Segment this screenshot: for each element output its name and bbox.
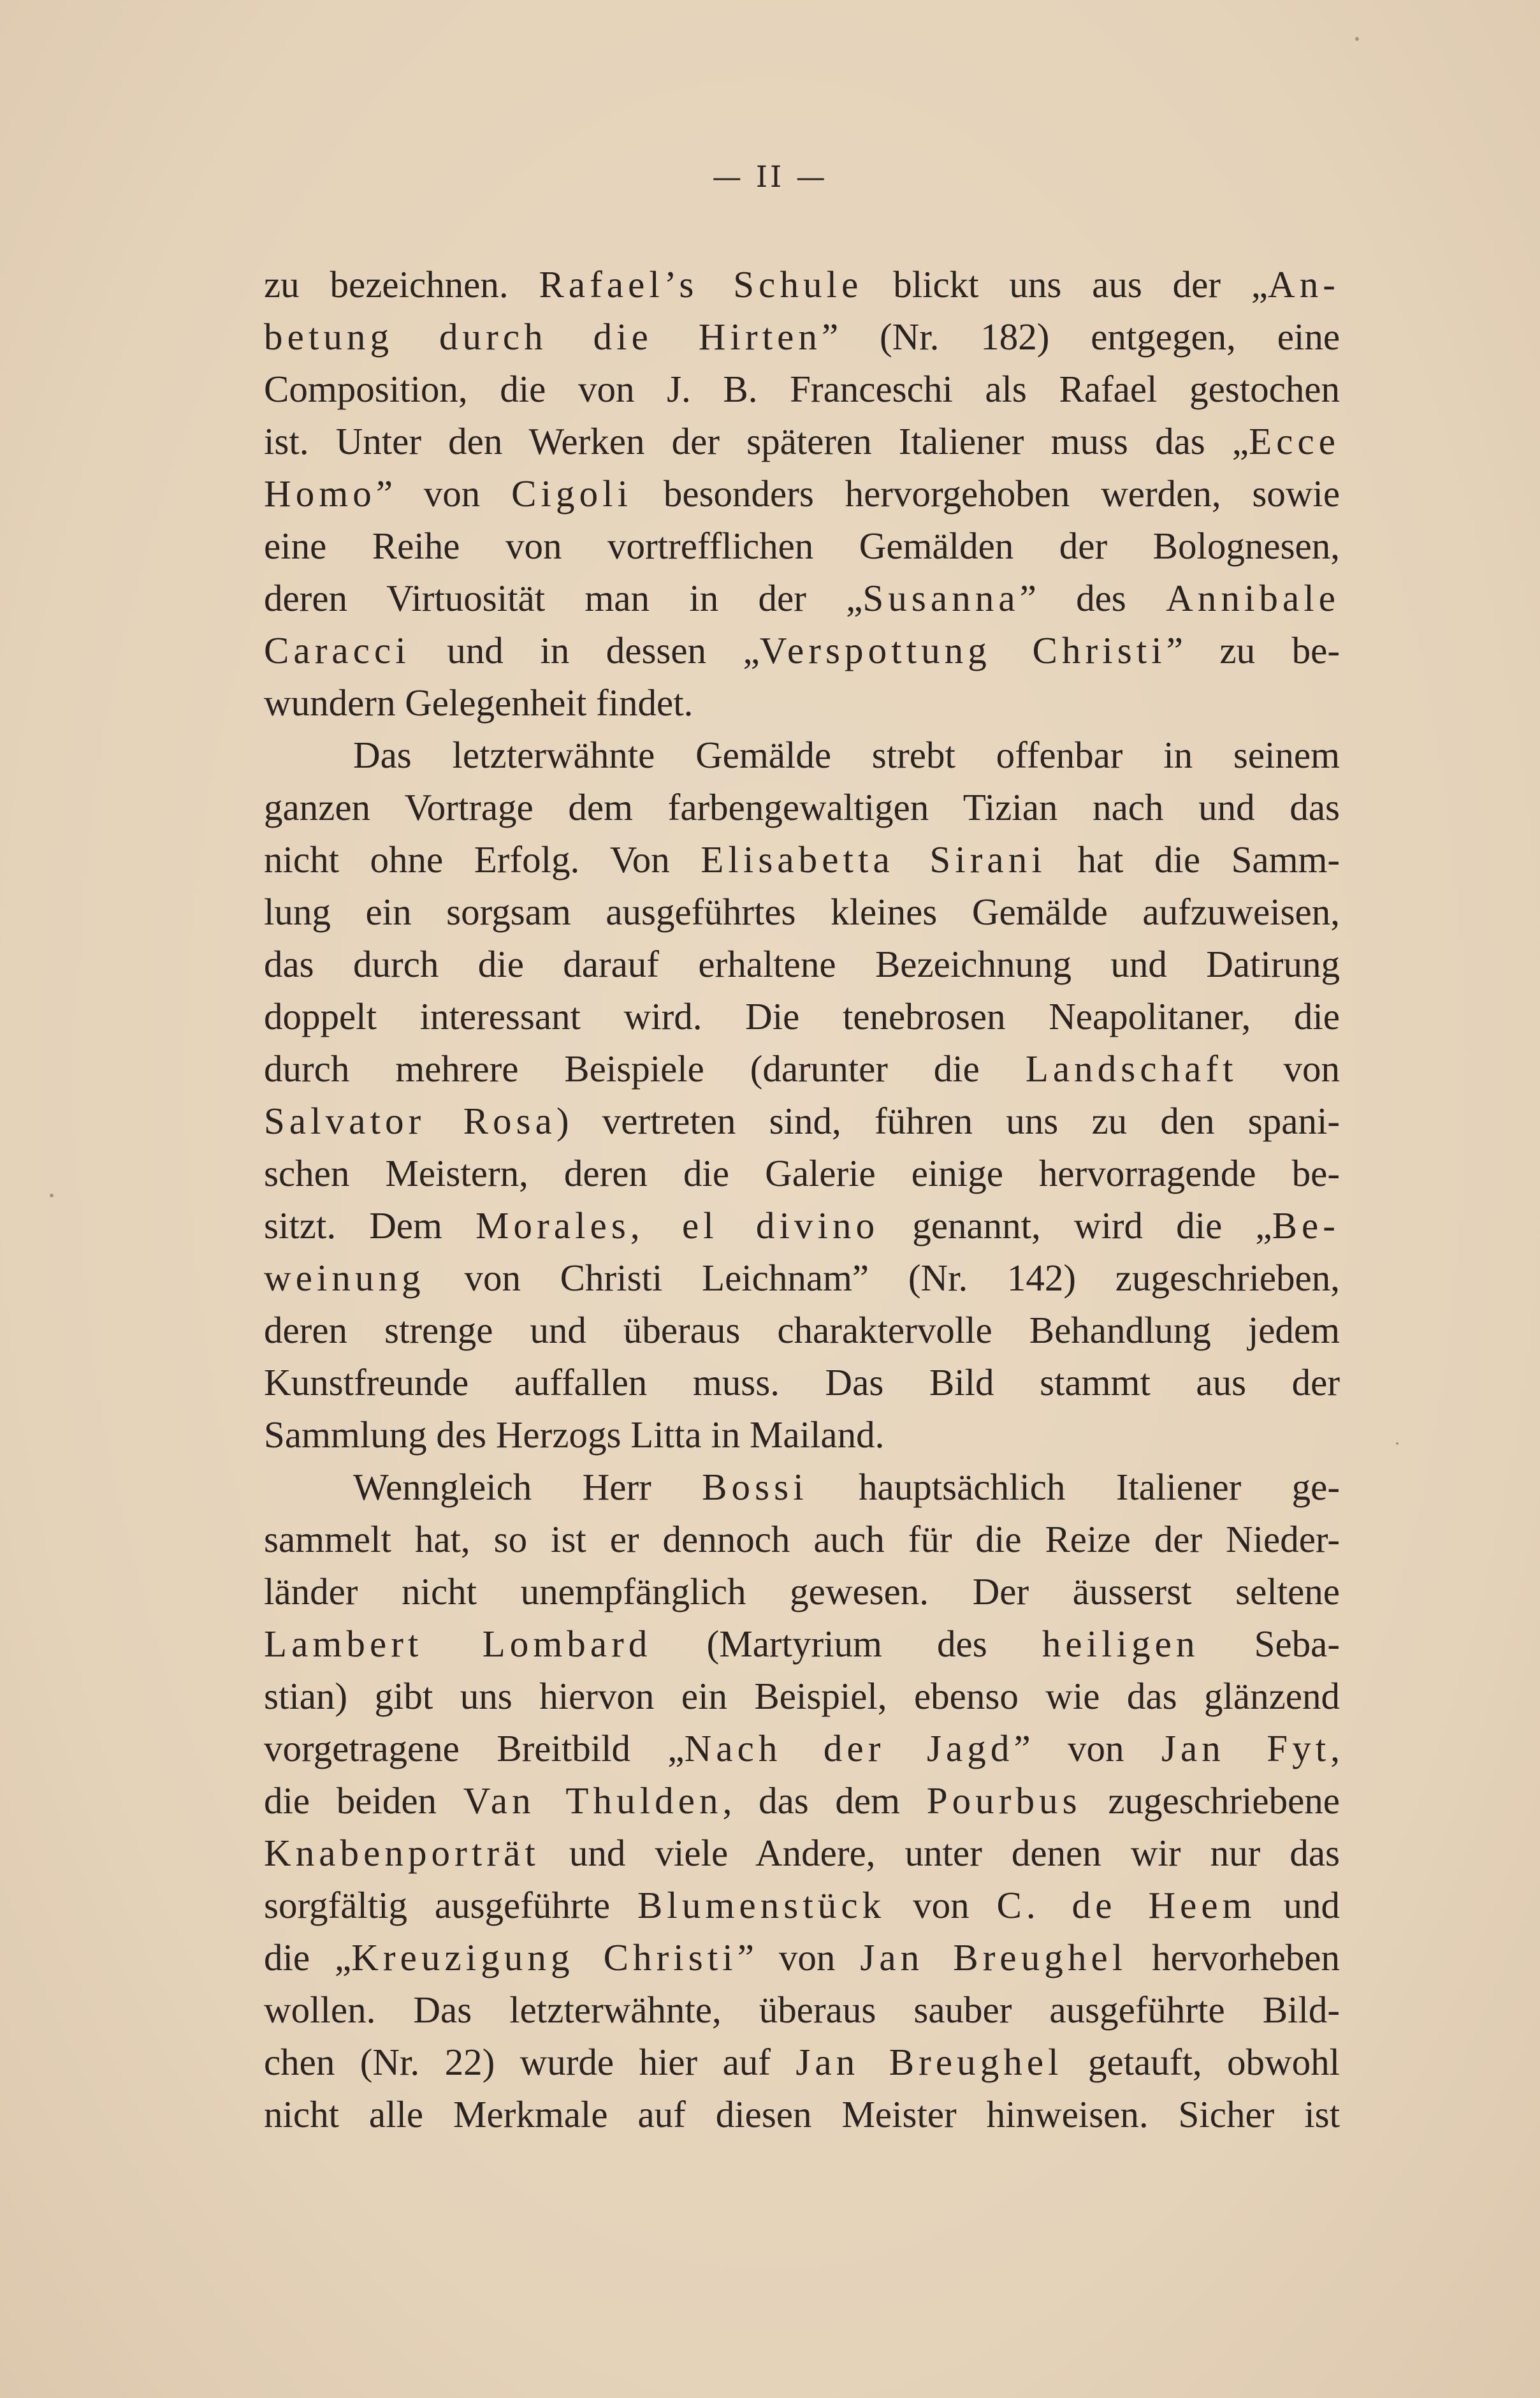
body-text [264, 258, 1340, 2140]
text-segment: sitzt. Dem [264, 1204, 476, 1247]
spaced-text-segment: Lambert Lombard [264, 1623, 652, 1665]
text-segment: und viele Andere, unter denen wir nur das [539, 1832, 1340, 1874]
spaced-text-segment: Kreuzigung Christi [351, 1936, 737, 1978]
spaced-text-segment: Cigoli [511, 472, 633, 515]
text-segment: lung ein sorgsam ausgeführtes kleines Gemälde aufzuweisen, [264, 891, 1340, 933]
text-line [264, 2088, 1340, 2140]
text-line [264, 624, 1340, 676]
text-line [264, 1095, 1340, 1147]
text-segment: Kunstfreunde auffallen muss. Das Bild stammt aus der [264, 1361, 1340, 1403]
text-segment: besonders hervorgehoben werden, sowie [632, 472, 1340, 515]
text-segment: deren strenge und überaus charaktervolle Behandlung jedem [264, 1309, 1340, 1351]
text-line [264, 1461, 1340, 1513]
text-line [264, 258, 1340, 311]
text-segment: Wenngleich Herr [353, 1466, 702, 1508]
text-segment: länder nicht unempfänglich gewesen. Der äusserst seltene [264, 1570, 1340, 1612]
spaced-text-segment: Pourbus [926, 1780, 1082, 1822]
spaced-text-segment: heiligen [1042, 1623, 1200, 1665]
text-segment: blickt uns aus der „ [862, 263, 1268, 305]
text-line [264, 1356, 1340, 1408]
text-segment: hat die Samm- [1046, 838, 1340, 881]
text-segment: genannt, wird die „ [879, 1204, 1272, 1247]
spaced-text-segment: Morales, el divino [476, 1204, 880, 1247]
text-line [264, 886, 1340, 938]
text-segment: hervorheben [1127, 1936, 1340, 1978]
text-line [264, 1252, 1340, 1304]
spaced-text-segment: Be- [1272, 1204, 1340, 1247]
spaced-text-segment: Annibale [1166, 577, 1340, 619]
spaced-text-segment: Verspottung Christi [759, 629, 1166, 671]
text-segment: (Martyrium des [651, 1623, 1042, 1665]
text-line [264, 1565, 1340, 1618]
text-segment: , [1330, 1727, 1340, 1769]
text-segment: stian) gibt uns hiervon ein Beispiel, ebenso wie das glänzend [264, 1675, 1340, 1717]
text-segment: wollen. Das letzterwähnte, überaus sauber ausgeführte Bild- [264, 1989, 1340, 2031]
text-line [264, 833, 1340, 886]
text-line [264, 1513, 1340, 1565]
text-line [264, 1774, 1340, 1827]
spaced-text-segment: Jan Fyt [1161, 1727, 1331, 1769]
text-segment: eine Reihe von vortrefflichen Gemälden der Bolognesen, [264, 525, 1340, 567]
text-line [264, 363, 1340, 415]
text-line [264, 1931, 1340, 1984]
spaced-text-segment: C. de Heem [996, 1884, 1256, 1926]
spaced-text-segment: Caracci [264, 629, 410, 671]
text-line [264, 676, 1340, 729]
paper-speck [1396, 1442, 1398, 1445]
spaced-text-segment: Susanna [862, 577, 1020, 619]
page-number-header: — II — [712, 159, 828, 194]
text-segment: Das letzterwähnte Gemälde strebt offenbar in seinem [353, 734, 1340, 776]
paper-speck [1355, 37, 1359, 41]
text-segment: doppelt interessant wird. Die tenebrosen Neapolitaner, die [264, 995, 1340, 1037]
text-line [264, 467, 1340, 520]
spaced-text-segment: Blumenstück [637, 1884, 886, 1926]
text-line [264, 520, 1340, 572]
text-line [264, 1304, 1340, 1356]
text-segment: ” (Nr. 182) entgegen, eine [822, 316, 1340, 358]
spaced-text-segment: Bossi [702, 1466, 808, 1508]
text-line [264, 1408, 1340, 1461]
text-line [264, 1618, 1340, 1670]
text-line [264, 1879, 1340, 1931]
text-segment: schen Meistern, deren die Galerie einige hervorragende be- [264, 1152, 1340, 1194]
text-segment: von Christi Leichnam” (Nr. 142) zugeschrieben, [425, 1257, 1340, 1299]
text-line [264, 311, 1340, 363]
spaced-text-segment: Van Thulden [463, 1780, 723, 1822]
text-segment: und [1256, 1884, 1340, 1926]
text-segment: und in dessen „ [410, 629, 760, 671]
text-line [264, 2036, 1340, 2088]
text-segment: wundern Gelegenheit findet. [264, 682, 694, 724]
text-segment: von [1237, 1048, 1340, 1090]
text-line [264, 1042, 1340, 1095]
text-line [264, 1147, 1340, 1199]
text-segment: sammelt hat, so ist er dennoch auch für die Reize der Nieder- [264, 1518, 1340, 1560]
text-line [264, 729, 1340, 781]
spaced-text-segment: Knabenporträt [264, 1832, 540, 1874]
text-segment: , das dem [722, 1780, 927, 1822]
text-segment: Seba- [1199, 1623, 1340, 1665]
text-segment: ” von [737, 1936, 861, 1978]
text-segment: von [885, 1884, 997, 1926]
text-segment: sorgfältig ausgeführte [264, 1884, 637, 1926]
text-line [264, 415, 1340, 467]
spaced-text-segment: Jan Breughel [795, 2041, 1063, 2083]
spaced-text-segment: An- [1268, 263, 1340, 305]
text-segment: ” von [1013, 1727, 1161, 1769]
text-line [264, 938, 1340, 990]
text-segment: getauft, obwohl [1063, 2041, 1340, 2083]
text-segment: deren Virtuosität man in der „ [264, 577, 863, 619]
text-line [264, 1827, 1340, 1879]
text-line [264, 1199, 1340, 1252]
text-segment: zu bezeichnen. [264, 263, 539, 305]
text-segment: das durch die darauf erhaltene Bezeichnung und Datirung [264, 943, 1340, 985]
spaced-text-segment: Landschaft [1025, 1048, 1238, 1090]
text-line [264, 990, 1340, 1042]
text-line [264, 572, 1340, 624]
spaced-text-segment: Ecce [1249, 420, 1340, 462]
text-line [264, 781, 1340, 833]
text-segment: ) vertreten sind, führen uns zu den spani- [556, 1100, 1340, 1142]
spaced-text-segment: weinung [264, 1257, 425, 1299]
text-segment: durch mehrere Beispiele (darunter die [264, 1048, 1026, 1090]
spaced-text-segment: Rafael’s Schule [539, 263, 863, 305]
text-segment: ist. Unter den Werken der späteren Italiener muss das „ [264, 420, 1249, 462]
text-segment: vorgetragene Breitbild „ [264, 1727, 685, 1769]
text-segment: die beiden [264, 1780, 463, 1822]
text-line [264, 1984, 1340, 2036]
text-segment: die „ [264, 1936, 352, 1978]
text-line [264, 1722, 1340, 1774]
paper-speck [50, 1194, 54, 1197]
spaced-text-segment: Salvator Rosa [264, 1100, 556, 1142]
text-segment: nicht ohne Erfolg. Von [264, 838, 701, 881]
text-segment: chen (Nr. 22) wurde hier auf [264, 2041, 796, 2083]
text-segment: nicht alle Merkmale auf diesen Meister hinweisen. Sicher ist [264, 2093, 1340, 2135]
text-segment: Composition, die von J. B. Franceschi als Rafael gestochen [264, 368, 1340, 410]
text-segment: hauptsächlich Italiener ge- [808, 1466, 1340, 1508]
text-segment: ” des [1019, 577, 1166, 619]
spaced-text-segment: Homo [264, 472, 376, 515]
text-line [264, 1670, 1340, 1722]
text-segment: ” von [375, 472, 512, 515]
spaced-text-segment: Elisabetta Sirani [701, 838, 1047, 881]
text-segment: ” zu be- [1166, 629, 1340, 671]
spaced-text-segment: Jan Breughel [860, 1936, 1128, 1978]
text-segment: zugeschriebene [1081, 1780, 1340, 1822]
text-segment: ganzen Vortrage dem farbengewaltigen Tizian nach und das [264, 786, 1340, 828]
spaced-text-segment: Nach der Jagd [684, 1727, 1014, 1769]
text-segment: Sammlung des Herzogs Litta in Mailand. [264, 1414, 885, 1456]
spaced-text-segment: betung durch die Hirten [264, 316, 822, 358]
